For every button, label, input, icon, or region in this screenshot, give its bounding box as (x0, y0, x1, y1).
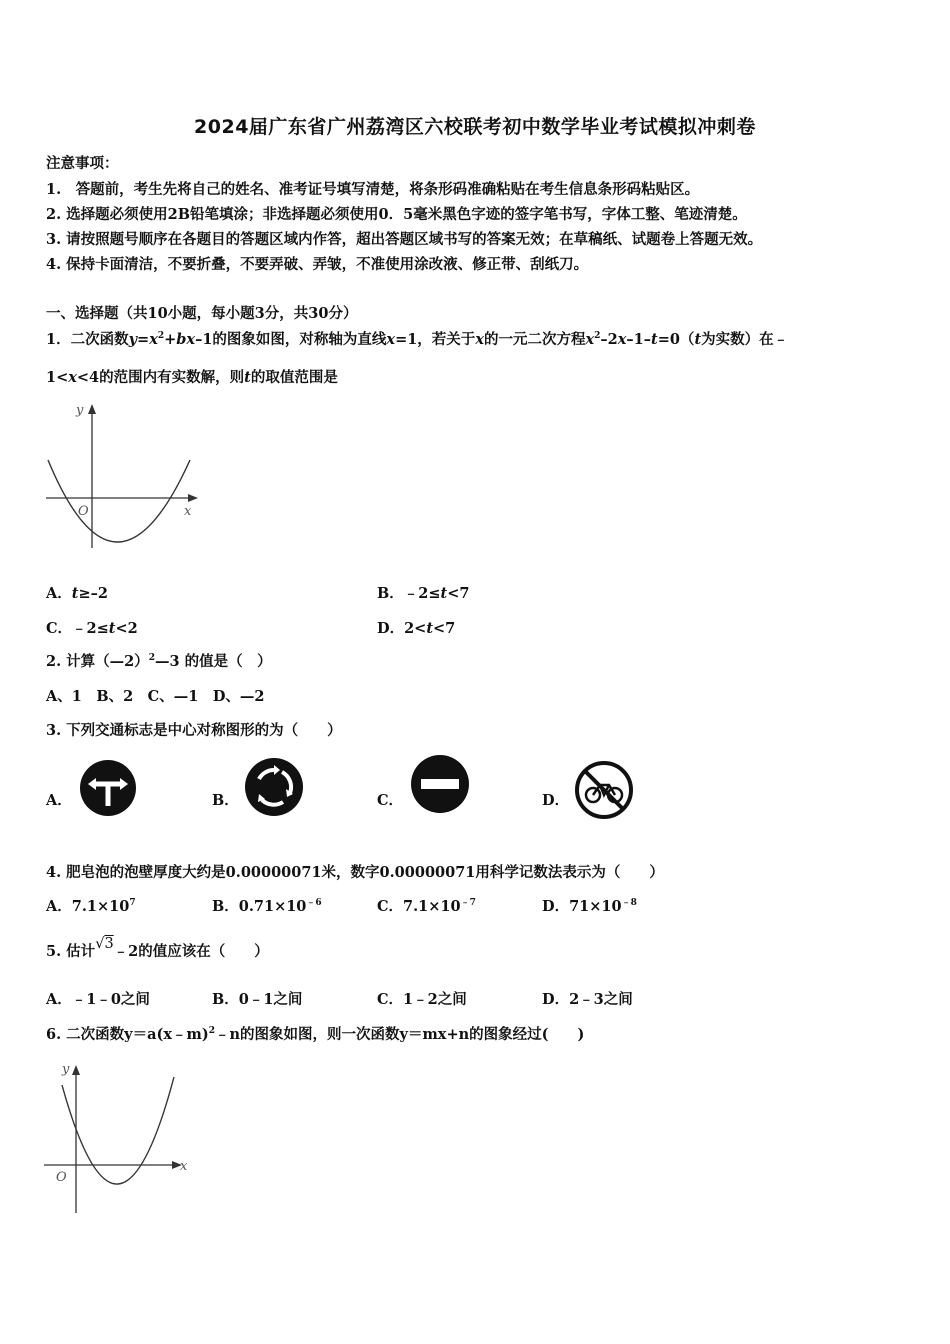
y-axis-arrow-icon (72, 1065, 80, 1075)
notice-item-3: 3. 请按照题号顺序在各题目的答题区域内作答，超出答题区域书写的答案无效；在草稿纸、试题卷上答题无效。 (46, 231, 763, 248)
q6-text: 6. 二次函数y＝a(x﹣m)$^2$﹣n的图象如图，则一次函数y＝mx+n的图象经过( ) (46, 1026, 585, 1043)
q4-option-a: A．$7.1\times 10^7$ (46, 898, 136, 915)
turn-left-right-sign-icon (78, 758, 138, 818)
q1-option-d: D．2<t<7 (377, 620, 456, 637)
section-heading: 一、选择题（共10小题，每小题3分，共30分） (46, 305, 358, 322)
q5-option-a: A．﹣1﹣0之间 (46, 991, 150, 1008)
q5-text: 5. 估计√3﹣2的值应该在（ ） (46, 936, 269, 960)
q4-text: 4. 肥皂泡的泡壁厚度大约是0.00000071米，数字0.00000071用科学记数法表示为（ ） (46, 864, 664, 881)
page-title: 2024届广东省广州荔湾区六校联考初中数学毕业考试模拟冲刺卷 (194, 116, 756, 138)
q1-option-c: C．﹣2≤t<2 (46, 620, 138, 637)
q3-option-c-label: C． (377, 792, 404, 809)
roundabout-sign-icon (243, 756, 305, 818)
no-entry-sign-icon (409, 753, 471, 815)
q4-option-b: B．$0.71\times 10^{﹣6}$ (212, 898, 322, 915)
q3-text: 3. 下列交通标志是中心对称图形的为（ ） (46, 722, 342, 739)
q5-option-c: C．1﹣2之间 (377, 991, 467, 1008)
q3-option-d-label: D． (542, 792, 570, 809)
q3-option-b-label: B． (212, 792, 239, 809)
sqrt-symbol: √ (95, 936, 105, 952)
x-axis-arrow-icon (188, 494, 198, 502)
q5-option-d: D．2﹣3之间 (542, 991, 633, 1008)
x-axis-label: x (180, 1159, 188, 1174)
q1-text-line1: 1．二次函数$y=x^2+bx-1$的图象如图，对称轴为直线x=1，若关于x的一元二次方程$x^2-2x-1-t=0(t$为实数）在﹣ (46, 331, 789, 348)
q6-parabola-graph (40, 1055, 200, 1220)
notice-heading: 注意事项： (46, 155, 119, 172)
q2-options: A、1 B、2 C、—1 D、—2 (46, 688, 265, 705)
q1-option-b: B．﹣2≤t<7 (377, 585, 470, 602)
q1-option-a: A．t≥–2 (46, 585, 108, 602)
q4-option-d: D．$71\times 10^{﹣8}$ (542, 898, 637, 915)
y-axis-arrow-icon (88, 404, 96, 414)
no-bicycle-sign-icon (573, 759, 635, 821)
parabola-curve (48, 460, 190, 542)
notice-item-2: 2. 选择题必须使用2B铅笔填涂；非选择题必须使用0．5毫米黑色字迹的签字笔书写，字体工整、笔迹清楚。 (46, 206, 747, 223)
y-axis-label: y (62, 1062, 70, 1077)
notice-item-4: 4. 保持卡面清洁，不要折叠，不要弄破、弄皱，不准使用涂改液、修正带、刮纸刀。 (46, 256, 589, 273)
q5-option-b: B．0﹣1之间 (212, 991, 303, 1008)
q1-text-line2: 1<x<4的范围内有实数解，则t的取值范围是 (46, 369, 338, 386)
origin-label: O (78, 504, 89, 519)
q1-parabola-graph (40, 398, 210, 563)
x-axis-label: x (184, 504, 192, 519)
q4-option-c: C．$7.1\times 10^{﹣7}$ (377, 898, 476, 915)
q2-text: 2. 计算（—2）$^2$—3 的值是（ ） (46, 653, 272, 670)
y-axis-label: y (76, 403, 84, 418)
origin-label: O (56, 1170, 67, 1185)
q3-option-a-label: A． (46, 792, 72, 809)
notice-item-1: 1. 答题前，考生先将自己的姓名、准考证号填写清楚，将条形码准确粘贴在考生信息条形码粘贴区。 (46, 181, 700, 198)
parabola-curve (62, 1077, 174, 1184)
